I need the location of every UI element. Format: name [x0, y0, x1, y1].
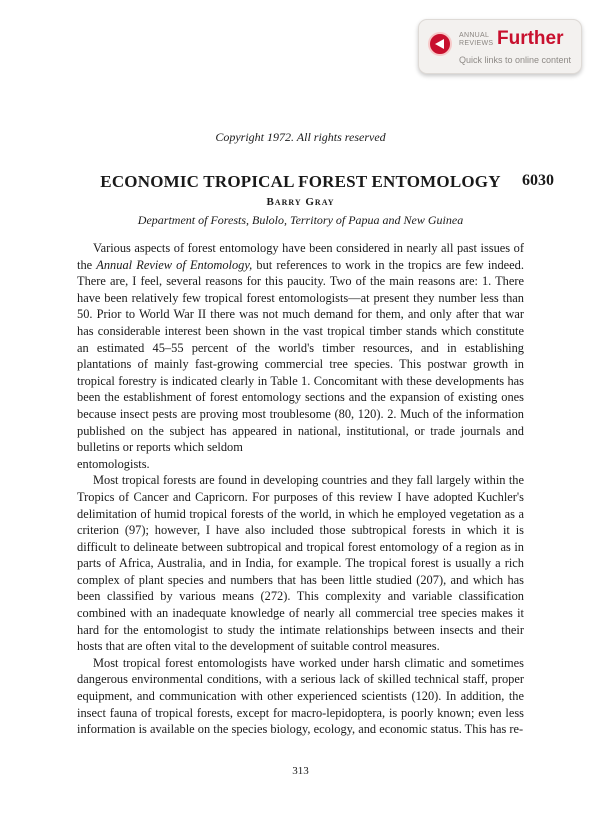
- page-number: 313: [292, 765, 309, 777]
- author-affiliation: Department of Forests, Bulolo, Territory of Papua and New Guinea: [137, 213, 464, 227]
- paragraph-1-continuation: entomologists.: [77, 456, 150, 471]
- journal-name: Annual Review of Entomology,: [96, 257, 253, 272]
- author-name: Barry Gray: [266, 196, 335, 208]
- badge-brand-line2: REVIEWS: [459, 40, 494, 47]
- copyright-notice: Copyright 1972. All rights reserved: [215, 130, 386, 144]
- paragraph-3: Most tropical forest entomologists have worked under harsh climatic and sometimes dangerous environmental conditions, with a serious lack of skilled technical staff, proper equipment, and communication with other experienced scientists (120). In addition, the insect fauna of tropical forests, except for macro-lepidoptera, is poorly known; even less information is available on the species biology, ecology, and economic status. This has re-: [77, 655, 524, 737]
- badge-title: Further: [497, 28, 564, 49]
- annual-reviews-logo-icon: [428, 32, 452, 56]
- further-badge[interactable]: [418, 19, 582, 74]
- article-body: [77, 240, 524, 738]
- paragraph-1-text-b: but references to work in the tropics are few indeed. There are, I feel, several reasons for this paucity. Two of the main reasons are: 1. There have been relatively few tropical forest entomologists—at present they number less than 50. Prior to World War II there was not much demand for them, and only after that war has considerable interest been shown in the vast tropical timber stands which constitute an estimated 45–55 percent of the world's timber resources, and in establishing plantations of mainly fast-growing commercial tree species. This postwar growth in tropical forestry is indicated clearly in Table 1. Concomitant with these developments has been the establishment of forest entomology sections and the expansion of existing ones because insect pests are proving most troublesome (80, 120). 2. Much of the information published on the subject has appeared in national, institutional, or trade journals and bulletins or reports which seldom: [77, 257, 524, 455]
- badge-brand-line1: ANNUAL: [459, 32, 490, 39]
- article-number: 6030: [522, 172, 554, 189]
- article-title: ECONOMIC TROPICAL FOREST ENTOMOLOGY: [100, 172, 501, 191]
- paragraph-1: [77, 240, 524, 456]
- paragraph-1-text-a: Various aspects of forest entomology have been considered in nearly all past issues of the: [77, 241, 524, 272]
- badge-brand: [459, 32, 493, 48]
- paragraph-2: Most tropical forests are found in developing countries and they fall largely within the Tropics of Cancer and Capricorn. For purposes of this review I have adopted Kuchler's delimitation of humid tropical forests of the world, in which he employed vegetation as a criterion (97); however, I have also included those subtropical forests in which it is difficult to delineate between subtropical and tropical forest entomology of a region as in parts of Africa, Australia, and in India, for example. The tropical forest is usually a rich complex of plant species and numbers that has been little studied (207), and which has been classified by various means (272). This complexity and variable classification combined with an inadequate knowledge of nearly all commercial tree species makes it hard for the entomologist to study the intimate relationships between insects and their hosts that are often vital to the development of suitable control measures.: [77, 473, 524, 654]
- badge-subtitle: Quick links to online content: [459, 55, 572, 65]
